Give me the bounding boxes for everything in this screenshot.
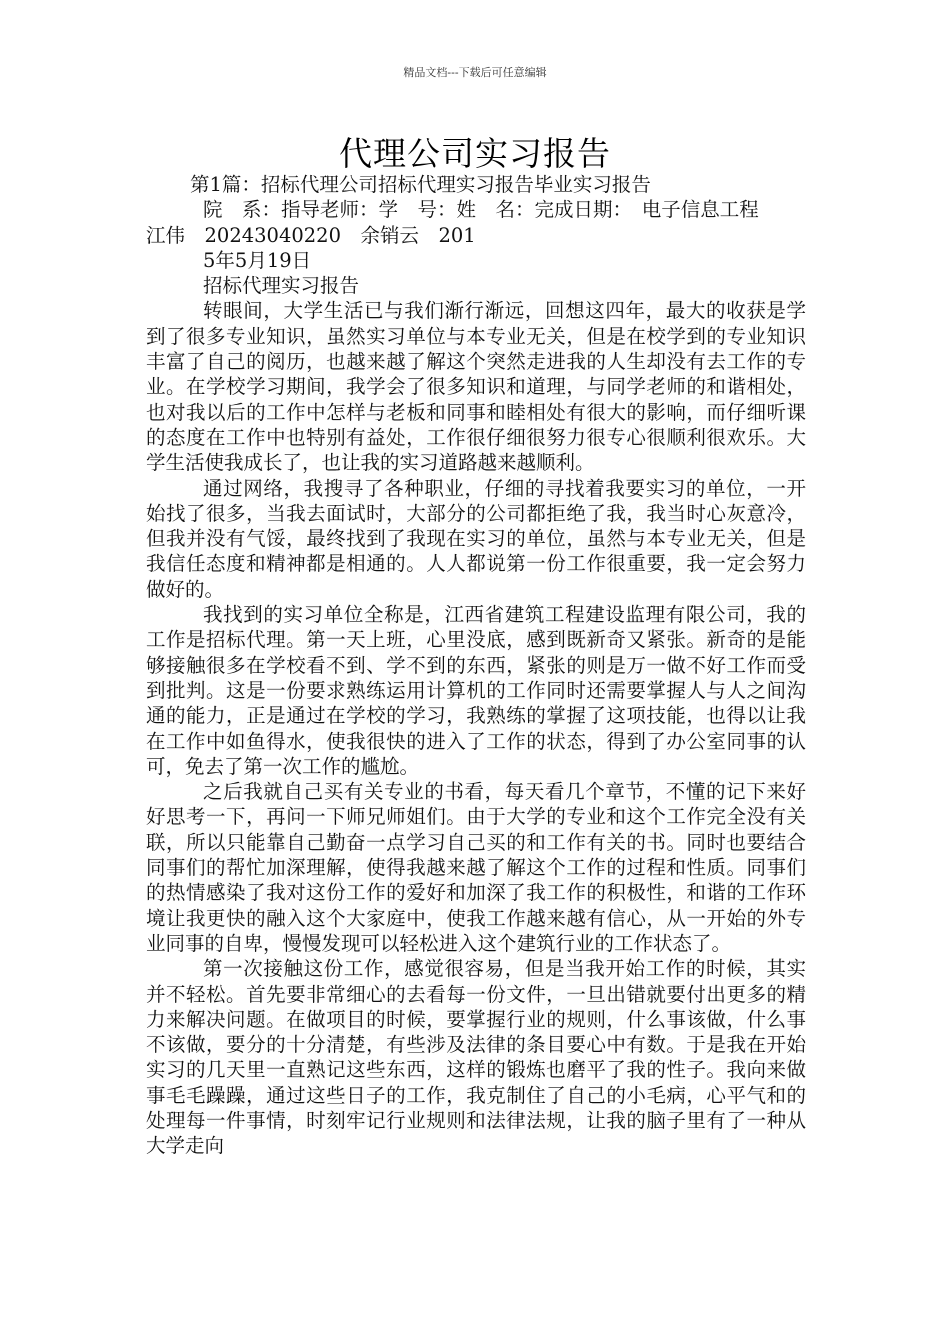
paragraph: 转眼间，大学生活已与我们渐行渐远，回想这四年，最大的收获是学到了很多专业知识，虽然实习单位与本专业无关，但是在校学到的专业知识丰富了自己的阅历，也越来越了解这个突然走进我的人生却没有去工作的专业。在学校学习期间，我学会了很多知识和道理，与同学老师的和谐相处，也对我以后的工作中怎样与老板和同事和睦相处有很大的影响，而仔细听课的态度在工作中也特别有益处，工作很仔细很努力很专心很顺利很欢乐。大学生活使我成长了，也让我的实习道路越来越顺利。 [146, 299, 806, 475]
report-heading: 招标代理实习报告 [203, 274, 360, 298]
date-line: 5年5月19日 [203, 248, 312, 272]
chapter-heading: 第1篇：招标代理公司招标代理实习报告毕业实习报告 [190, 173, 651, 196]
paragraph: 之后我就自己买有关专业的书看，每天看几个章节，不懂的记下来好好思考一下，再问一下师兄师姐们。由于大学的专业和这个工作完全没有关联，所以只能靠自己勤奋一点学习自己买的和工作有关的书。同时也要结合同事们的帮忙加深理解，使得我越来越了解这个工作的过程和性质。同事们的热情感染了我对这份工作的爱好和加深了我工作的积极性，和谐的工作环境让我更快的融入这个大家庭中，使我工作越来越有信心，从一开始的外专业同事的自卑，慢慢发现可以轻松进入这个建筑行业的工作状态了。 [146, 780, 806, 955]
page-title: 代理公司实习报告 [339, 134, 611, 173]
paragraph: 第一次接触这份工作，感觉很容易，但是当我开始工作的时候，其实并不轻松。首先要非常细心的去看每一份文件，一旦出错就要付出更多的精力来解决问题。在做项目的时候，要掌握行业的规则，什么事该做，什么事不该做，要分的十分清楚，有些涉及法律的条目要心中有数。于是我在开始实习的几天里一直熟记这些东西，这样的锻炼也磨平了我的性子。我向来做事毛毛躁躁，通过这些日子的工作，我克制住了自己的小毛病，心平气和的处理每一件事情，时刻牢记行业规则和法律法规，让我的脑子里有了一种从大学走向 [146, 957, 806, 1158]
document-body [146, 172, 806, 1159]
info-line: 江伟 20243040220 余销云 201 [146, 223, 476, 247]
paragraph: 我找到的实习单位全称是，江西省建筑工程建设监理有限公司，我的工作是招标代理。第一天上班，心里没底，感到既新奇又紧张。新奇的是能够接触很多在学校看不到、学不到的东西，紧张的则是万一做不好工作而受到批判。这是一份要求熟练运用计算机的工作同时还需要掌握人与人之间沟通的能力，正是通过在学校的学习，我熟练的掌握了这项技能，也得以让我在工作中如鱼得水，使我很快的进入了工作的状态，得到了办公室同事的认可，免去了第一次工作的尴尬。 [146, 603, 806, 778]
header-note: 精品文档---下载后可任意编辑 [403, 66, 547, 79]
paragraph: 通过网络，我搜寻了各种职业，仔细的寻找着我要实习的单位，一开始找了很多，当我去面试时，大部分的公司都拒绝了我，我当时心灰意冷，但我并没有气馁，最终找到了我现在实习的单位，虽然与本专业无关，但是我信任态度和精神都是相通的。人人都说第一份工作很重要，我一定会努力做好的。 [146, 476, 806, 601]
info-line: 院 系：指导老师：学 号：姓 名：完成日期： 电子信息工程 [203, 198, 759, 222]
